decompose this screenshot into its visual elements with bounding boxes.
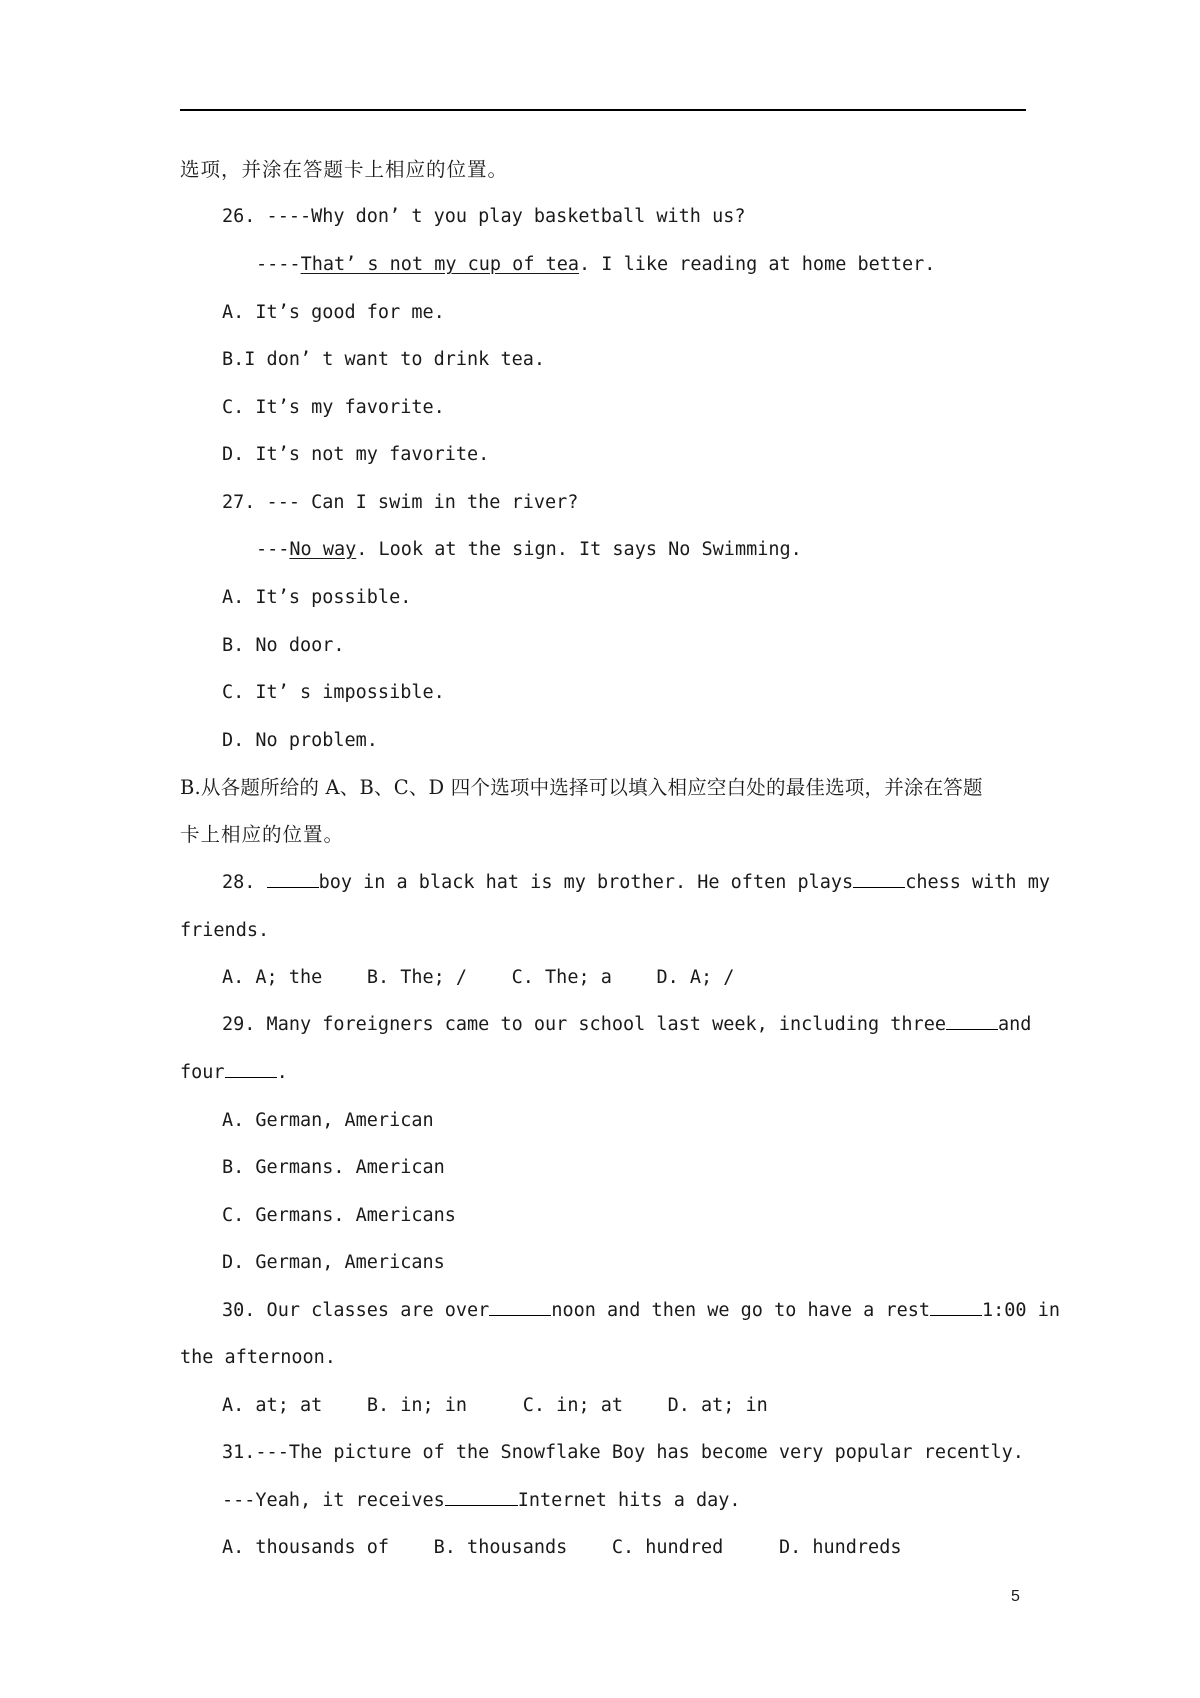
answer-blank	[445, 1489, 518, 1506]
underlined-phrase: No way	[289, 539, 357, 560]
question-text: boy in a black hat is my brother. He often plays	[318, 872, 854, 893]
answer-blank	[225, 1061, 277, 1078]
question-text: and	[997, 1014, 1032, 1035]
question-text: 29. Many foreigners came to our school last week, including three	[222, 1014, 946, 1035]
question-29-option-d: D. German, Americans	[222, 1252, 445, 1273]
header-rule	[180, 109, 1026, 111]
question-28-options	[222, 966, 734, 990]
question-26-reply	[256, 253, 935, 277]
section-instruction-tail: 选项，并涂在答题卡上相应的位置。	[180, 158, 509, 181]
question-27-option-b: B. No door.	[222, 635, 345, 656]
question-26-option-d: D. It’s not my favorite.	[222, 444, 490, 465]
question-30-line1	[222, 1299, 1060, 1323]
reply-rest: . I like reading at home better.	[579, 254, 936, 275]
option-b: B. thousands	[433, 1537, 568, 1558]
question-27-option-a: A. It’s possible.	[222, 587, 412, 608]
option-c: C. The; a	[511, 967, 612, 988]
question-29-line2	[180, 1061, 288, 1085]
question-text: ---Yeah, it receives	[222, 1490, 445, 1511]
question-30-line2: the afternoon.	[180, 1347, 336, 1368]
option-d: D. A; /	[656, 967, 735, 988]
question-31-options	[222, 1536, 901, 1560]
question-26-prompt: 26. ----Why don’ t you play basketball with us?	[222, 206, 746, 227]
option-d: D. hundreds	[778, 1537, 902, 1558]
option-a: A. A; the	[222, 967, 323, 988]
option-c: C. in; at	[522, 1395, 624, 1416]
answer-blank	[853, 871, 905, 888]
question-26-option-c: C. It’s my favorite.	[222, 397, 445, 418]
question-27-prompt: 27. --- Can I swim in the river?	[222, 492, 579, 513]
question-text: Internet hits a day.	[517, 1490, 741, 1511]
answer-blank	[930, 1299, 982, 1316]
question-29-option-c: C. Germans. Americans	[222, 1205, 456, 1226]
question-28-line2: friends.	[180, 920, 270, 941]
question-text: .	[276, 1062, 288, 1083]
question-26-option-b: B.I don’ t want to drink tea.	[222, 349, 546, 370]
question-text: four	[180, 1062, 225, 1083]
question-27-option-d: D. No problem.	[222, 730, 378, 751]
question-30-options	[222, 1394, 768, 1418]
question-29-option-a: A. German, American	[222, 1110, 434, 1131]
option-a: A. thousands of	[222, 1537, 390, 1558]
answer-blank	[946, 1013, 998, 1030]
question-31-reply	[222, 1489, 741, 1513]
question-27-option-c: C. It’ s impossible.	[222, 682, 445, 703]
question-text: chess with my	[905, 872, 1050, 893]
question-28-line1	[222, 871, 1050, 895]
question-27-reply	[256, 538, 802, 562]
question-text: noon and then we go to have a rest	[551, 1300, 931, 1321]
option-d: D. at; in	[667, 1395, 768, 1416]
answer-blank	[489, 1299, 551, 1316]
option-a: A. at; at	[222, 1395, 323, 1416]
underlined-phrase: That’ s not my cup of tea	[300, 254, 580, 275]
reply-rest: . Look at the sign. It says No Swimming.	[356, 539, 802, 560]
question-29-option-b: B. Germans. American	[222, 1157, 445, 1178]
question-29-line1	[222, 1013, 1031, 1037]
option-b: B. The; /	[366, 967, 468, 988]
question-text: 30. Our classes are over	[222, 1300, 490, 1321]
section-b-instruction-line1: B.从各题所给的 A、B、C、D 四个选项中选择可以填入相应空白处的最佳选项，并涂在答题	[180, 776, 983, 799]
option-b: B. in; in	[366, 1395, 468, 1416]
section-b-instruction-line2: 卡上相应的位置。	[180, 823, 345, 846]
question-26-option-a: A. It’s good for me.	[222, 302, 445, 323]
page-number: 5	[1011, 1588, 1020, 1605]
question-31-prompt: 31.---The picture of the Snowflake Boy has become very popular recently.	[222, 1442, 1024, 1463]
answer-blank	[267, 871, 319, 888]
question-number: 28.	[222, 872, 256, 893]
reply-prefix: ---	[256, 539, 290, 560]
reply-prefix: ----	[256, 254, 301, 275]
option-c: C. hundred	[611, 1537, 724, 1558]
question-text: 1:00 in	[982, 1300, 1060, 1321]
